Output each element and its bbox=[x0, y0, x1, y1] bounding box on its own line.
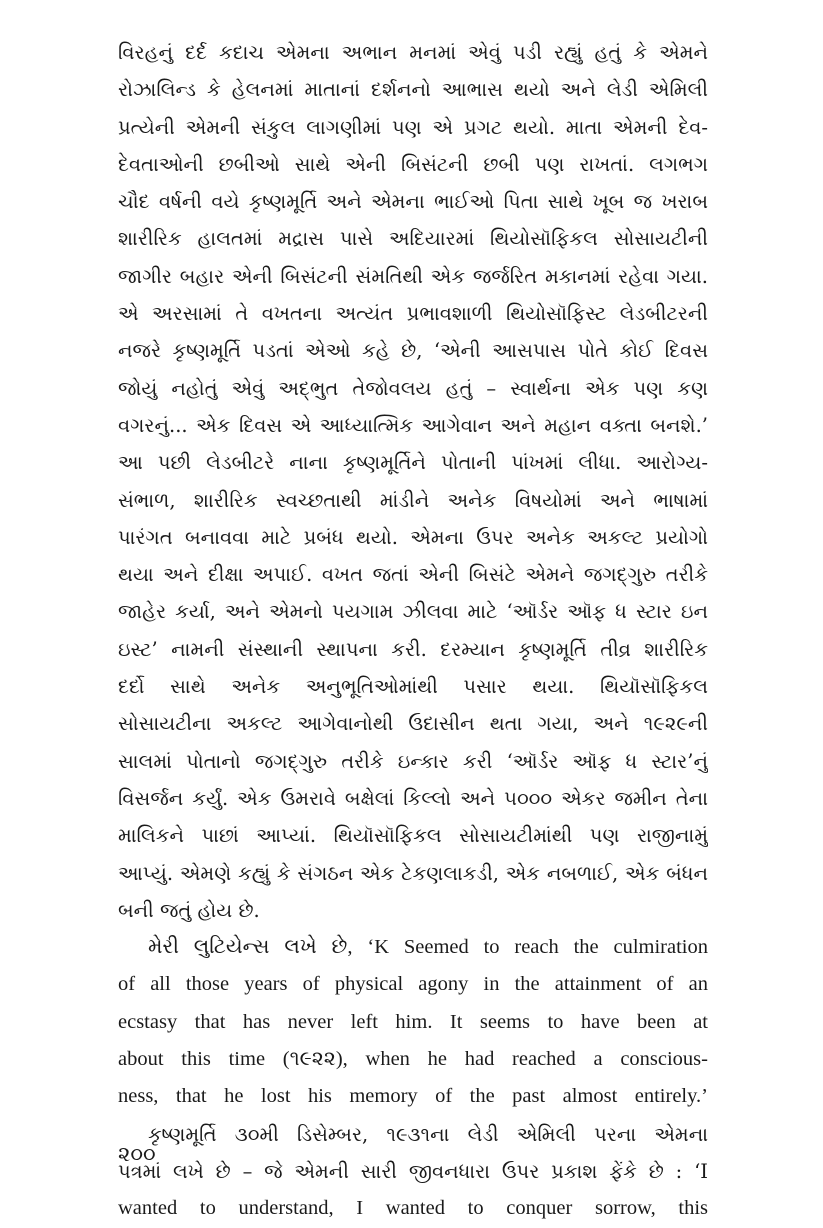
text-line: of all those years of physical agony in the attainment of an bbox=[118, 973, 708, 996]
text-line: ઇસ્ટ’ નામની સંસ્થાની સ્થાપના કરી. દરમ્યાન કૃષ્ણમૂર્તિ તીવ્ર શારીરિક bbox=[118, 637, 708, 661]
text-line: ness, that he lost his memory of the past almost entirely.’ bbox=[118, 1085, 708, 1108]
text-line: સોસાયટીના અકલ્ટ આગેવાનોથી ઉદાસીન થતા ગયા, અને ૧૯૨૯ની bbox=[118, 712, 708, 736]
text-line: આ પછી લેડબીટરે નાના કૃષ્ણમૂર્તિને પોતાની પાંખમાં લીધા. આરોગ્ય- bbox=[118, 451, 708, 475]
text-line: વિસર્જન કર્યું. એક ઉમરાવે બક્ષેલાં કિલ્લો અને ૫૦૦૦ એકર જમીન તેના bbox=[118, 786, 708, 810]
text-line: એ અરસામાં તે વખતના અત્યંત પ્રભાવશાળી થિયોસૉફિસ્ટ લેડબીટરની bbox=[118, 302, 708, 326]
text-line: સાલમાં પોતાનો જગદ્ગુરુ તરીકે ઇન્કાર કરી ‘ઑર્ડર ઑફ ધ સ્ટાર’નું bbox=[118, 749, 708, 773]
text-line: જાગીર બહાર એની બિસંટની સંમતિથી એક જર્જરિત મકાનમાં રહેવા ગયા. bbox=[118, 264, 708, 288]
text-line: પત્રમાં લખે છે – જે એમની સારી જીવનધારા ઉપર પ્રકાશ ફેંકે છે : ‘I bbox=[118, 1159, 708, 1183]
text-line: બની જતું હોય છે. bbox=[118, 898, 260, 922]
text-line: મેરી લુટિયેન્સ લખે છે, ‘K Seemed to reach the culmiration bbox=[148, 936, 708, 959]
text-line: ચૌદ વર્ષની વયે કૃષ્ણમૂર્તિ અને એમના ભાઈઓ પિતા સાથે ખૂબ જ ખરાબ bbox=[118, 190, 708, 214]
page-body bbox=[118, 34, 708, 1228]
text-line: ecstasy that has never left him. It seems to have been at bbox=[118, 1010, 708, 1033]
text-line: દેવતાઓની છબીઓ સાથે એની બિસંટની છબી પણ રાખતાં. લગભગ bbox=[118, 152, 708, 176]
text-line: wanted to understand, I wanted to conquer sorrow, this bbox=[118, 1197, 708, 1220]
text-line: નજરે કૃષ્ણમૂર્તિ પડતાં એઓ કહે છે, ‘એની આસપાસ પોતે કોઈ દિવસ bbox=[118, 339, 708, 363]
text-line: સંભાળ, શારીરિક સ્વચ્છતાથી માંડીને અનેક વિષયોમાં અને ભાષામાં bbox=[118, 488, 708, 512]
text-line: વગરનું... એક દિવસ એ આધ્યાત્મિક આગેવાન અને મહાન વક્તા બનશે.’ bbox=[118, 413, 708, 437]
text-line: જોયું નહોતું એવું અદ્ભુત તેજોવલય હતું – સ્વાર્થના એક પણ કણ bbox=[118, 376, 708, 400]
text-line: દર્દો સાથે અનેક અનુભૂતિઓમાંથી પસાર થયા. થિયૉસૉફિકલ bbox=[118, 675, 708, 699]
text-line: કૃષ્ણમૂર્તિ ૩૦મી ડિસેમ્બર, ૧૯૩૧ના લેડી એમિલી પરના એમના bbox=[148, 1122, 708, 1146]
text-line: શારીરિક હાલતમાં મદ્રાસ પાસે અદિયારમાં થિયોસૉફિકલ સોસાયટીની bbox=[118, 227, 708, 251]
text-line: જાહેર કર્યા, અને એમનો પયગામ ઝીલવા માટે ‘ઑર્ડર ઑફ ધ સ્ટાર ઇન bbox=[118, 600, 708, 624]
page-number: ૨૦૦ bbox=[118, 1142, 156, 1166]
text-line: આપ્યું. એમણે કહ્યું કે સંગઠન એક ટેકણલાકડી, એક નબળાઈ, એક બંધન bbox=[118, 861, 708, 885]
text-line: રોઝાલિન્ડ કે હેલનમાં માતાનાં દર્શનનો આભાસ થયો અને લેડી એમિલી bbox=[118, 78, 708, 102]
text-line: થયા અને દીક્ષા અપાઈ. વખત જતાં એની બિસંટે એમને જગદ્ગુરુ તરીકે bbox=[118, 563, 708, 587]
text-line: પ્રત્યેની એમની સંકુલ લાગણીમાં પણ એ પ્રગટ થયો. માતા એમની દેવ- bbox=[118, 115, 708, 139]
text-line: વિરહનું દર્દ કદાચ એમના અભાન મનમાં એવું પડી રહ્યું હતું કે એમને bbox=[118, 41, 708, 64]
text-line: about this time (૧૯૨૨), when he had reached a conscious- bbox=[118, 1048, 708, 1071]
text-line: માલિકને પાછાં આપ્યાં. થિયૉસૉફિકલ સોસાયટીમાંથી પણ રાજીનામું bbox=[118, 824, 708, 848]
text-line: પારંગત બનાવવા માટે પ્રબંધ થયો. એમના ઉપર અનેક અકલ્ટ પ્રયોગો bbox=[118, 525, 708, 549]
